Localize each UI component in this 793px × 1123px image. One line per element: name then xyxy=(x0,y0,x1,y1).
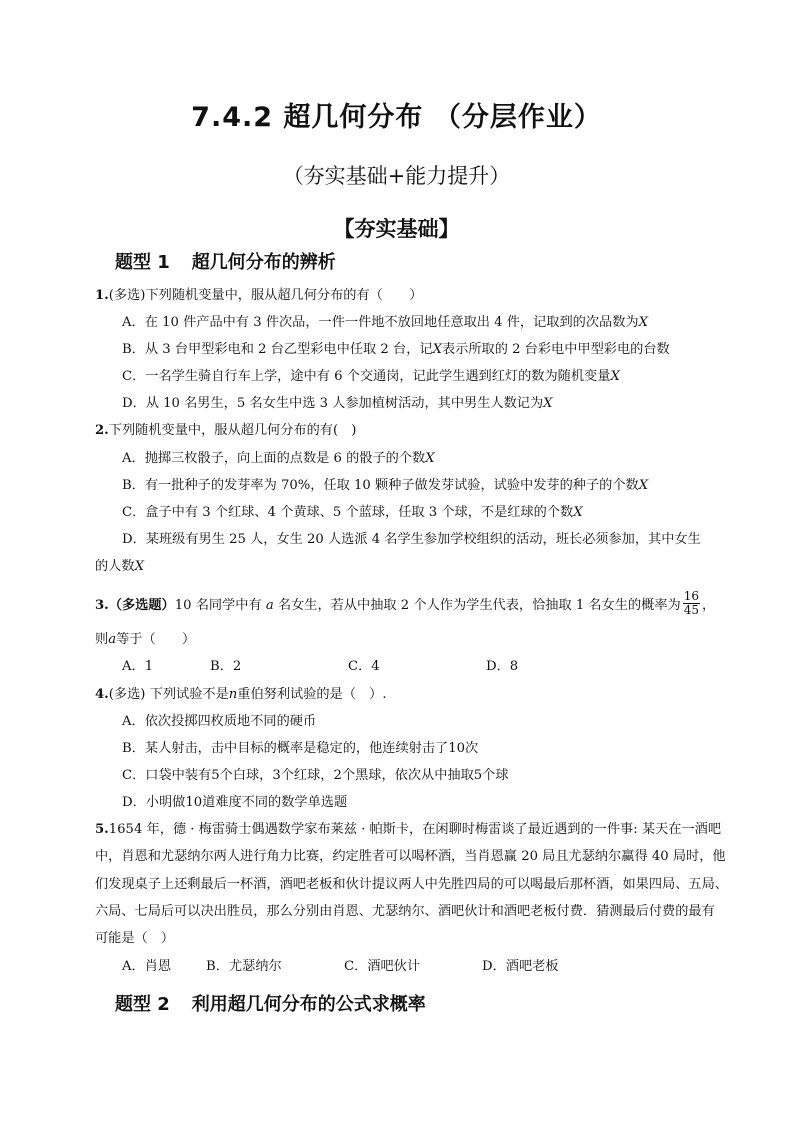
question-3-number: 3. xyxy=(95,598,109,613)
question-1-stem xyxy=(95,286,422,306)
fraction-numerator: 16 xyxy=(683,589,699,603)
choice-d: D．酒吧老板 xyxy=(482,959,559,974)
question-3-stem xyxy=(95,589,716,619)
question-2-option-c xyxy=(122,503,583,523)
question-1-option-a xyxy=(122,313,648,333)
question-5-line-4: 六局、七局后可以决出胜员，那么分别由肖恩、尤瑟纳尔、酒吧伙计和酒吧老板付费．猜测最后付费的最有 xyxy=(95,904,715,919)
question-1-option-c xyxy=(122,367,620,387)
question-2-stem xyxy=(95,421,356,441)
variable-n: n xyxy=(228,687,238,702)
variable-a: a xyxy=(108,632,117,647)
page-title: 7.4.2 超几何分布 （分层作业） xyxy=(191,102,602,133)
question-1-option-b xyxy=(122,340,670,360)
section-heading: 【夯实基础】 xyxy=(333,216,460,241)
option-text: B．从 3 台甲型彩电和 2 台乙型彩电中任取 2 台，记 xyxy=(122,342,433,357)
question-3-tag: （多选题） xyxy=(108,598,175,613)
question-2-option-a xyxy=(122,449,435,469)
option-text: C．一名学生骑自行车上学，途中有 6 个交通岗，记此学生遇到红灯的数为随机变量 xyxy=(122,369,611,384)
question-2-number: 2. xyxy=(95,423,109,438)
question-3-choices xyxy=(122,657,518,677)
choice-a: A．1 xyxy=(122,659,154,674)
choice-b: B．2 xyxy=(210,659,242,674)
choice-a: A．肖恩 xyxy=(122,959,172,974)
option-text: C．盒子中有 3 个红球、4 个黄球、5 个蓝球，任取 3 个球，不是红球的个数 xyxy=(122,505,574,520)
option-text: B．有一批种子的发芽率为 70%，任取 10 颗种子做发芽试验，试验中发芽的种子的个数 xyxy=(122,478,639,493)
question-4-text: (多选) 下列试验不是 xyxy=(108,687,229,702)
fraction-denominator: 45 xyxy=(683,603,699,617)
question-2-option-b xyxy=(122,476,648,496)
variable-x: X xyxy=(134,559,144,574)
question-4-option-b: B．某人射击，击中目标的概率是稳定的，他连续射击了10次 xyxy=(122,741,479,756)
question-4-option-c: C．口袋中装有5个白球，3个红球，2个黑球，依次从中抽取5个球 xyxy=(122,768,509,783)
question-1-text: (多选)下列随机变量中，服从超几何分布的有（ ） xyxy=(108,288,423,303)
question-2-text: 下列随机变量中，服从超几何分布的有( ) xyxy=(108,423,357,438)
type-1-name: 超几何分布的辨析 xyxy=(191,252,336,273)
choice-b: B．尤瑟纳尔 xyxy=(206,959,282,974)
option-text: 的人数 xyxy=(95,559,135,574)
variable-x: X xyxy=(638,478,649,493)
type-1-heading xyxy=(115,248,336,274)
type-2-name: 利用超几何分布的公式求概率 xyxy=(191,994,426,1015)
variable-x: X xyxy=(425,451,435,466)
choice-c: C．酒吧伙计 xyxy=(344,959,421,974)
question-2-option-d xyxy=(122,530,701,550)
question-5-line-2: 中，肖恩和尤瑟纳尔两人进行角力比赛，约定胜者可以喝杯酒，当肖恩赢 20 局且尤瑟纳尔赢得 40 局时，他 xyxy=(95,849,726,864)
question-1-option-d xyxy=(122,394,553,414)
question-5-line-1 xyxy=(95,820,721,840)
question-3-text: 等于（ ） xyxy=(116,632,196,647)
choice-d: D．8 xyxy=(486,659,519,674)
type-2-label: 题型 2 xyxy=(115,994,170,1015)
question-4-option-a: A．依次投掷四枚质地不同的硬币 xyxy=(122,714,317,729)
variable-x: X xyxy=(610,369,620,384)
question-1-number: 1. xyxy=(95,288,109,303)
probability-fraction xyxy=(683,590,700,617)
variable-x: X xyxy=(638,315,648,330)
variable-x: X xyxy=(543,396,553,411)
type-1-label: 题型 1 xyxy=(115,252,170,273)
question-2-option-d-continuation xyxy=(95,557,144,577)
option-text: D．从 10 名男生，5 名女生中选 3 人参加植树活动，其中男生人数记为 xyxy=(122,396,544,411)
question-4-text: 重伯努利试验的是（ ）. xyxy=(237,687,387,702)
question-5-line-5: 可能是（ ） xyxy=(95,931,175,946)
question-3-line-2 xyxy=(95,630,195,650)
variable-x: X xyxy=(432,342,442,357)
question-5-choices xyxy=(122,957,559,977)
question-5-text: 1654 年，德 · 梅雷骑士偶遇数学家布莱兹 · 帕斯卡，在闲聊时梅雷谈了最近遇到的一件事: 某天在一酒吧 xyxy=(108,822,722,837)
option-text: D．某班级有男生 25 人，女生 20 人选派 4 名学生参加学校组织的活动，班长必须参加，其中女生 xyxy=(122,532,701,547)
page-subtitle: （夯实基础+能力提升） xyxy=(282,164,511,188)
option-text-tail: 表示所取的 2 台彩电中甲型彩电的台数 xyxy=(441,342,670,357)
question-3-text: 则 xyxy=(95,632,109,647)
question-4-number: 4. xyxy=(95,687,109,702)
type-2-heading xyxy=(115,990,426,1016)
choice-c: C．4 xyxy=(348,659,380,674)
question-3-punct: ， xyxy=(702,598,716,613)
option-text: A．抛掷三枚骰子，向上面的点数是 6 的骰子的个数 xyxy=(122,451,426,466)
variable-a: a xyxy=(265,598,274,613)
question-5-line-3: 们发现桌子上还剩最后一杯酒，酒吧老板和伙计提议两人中先胜四局的可以喝最后那杯酒，如果四局、五局、 xyxy=(95,877,728,892)
variable-x: X xyxy=(573,505,583,520)
question-5-number: 5. xyxy=(95,822,109,837)
question-3-text: 10 名同学中有 xyxy=(174,598,262,613)
question-4-option-d: D．小明做10道难度不同的数学单选题 xyxy=(122,795,348,810)
option-text: A．在 10 件产品中有 3 件次品，一件一件地不放回地任意取出 4 件，记取到的次品数为 xyxy=(122,315,639,330)
question-4-stem xyxy=(95,685,387,705)
question-3-text: 名女生，若从中抽取 2 个人作为学生代表，恰抽取 1 名女生的概率为 xyxy=(277,598,681,613)
